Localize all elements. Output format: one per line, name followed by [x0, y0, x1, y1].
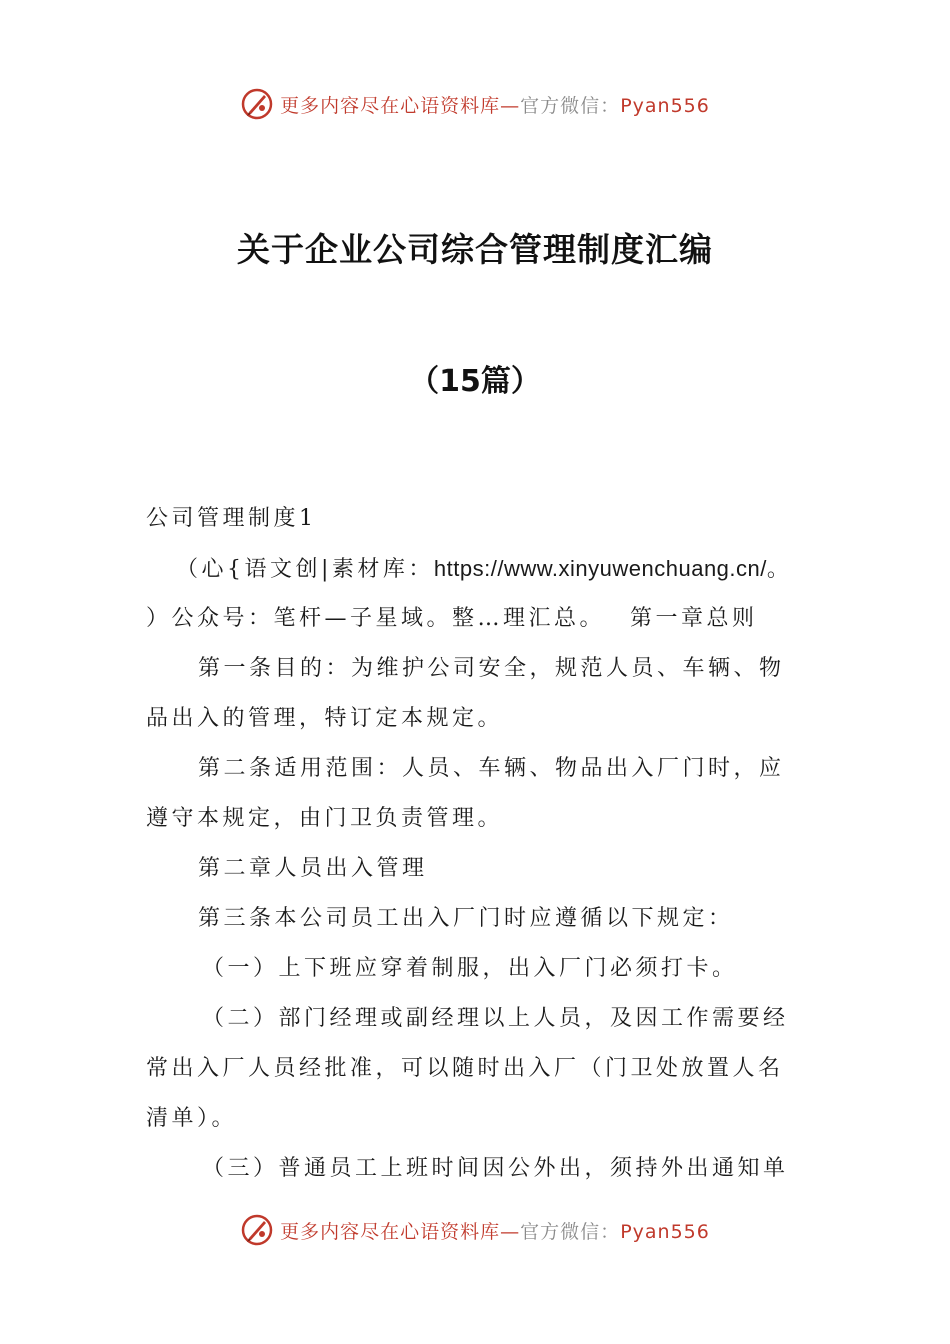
- body-line: 清单）。: [146, 1106, 238, 1131]
- watermark-brand: 更多内容尽在心语资料库: [280, 1220, 501, 1243]
- header-watermark: [0, 84, 950, 124]
- body-line: 第一条目的：为维护公司安全，规范人员、车辆、物: [198, 656, 785, 681]
- body-line: 常出入厂人员经批准，可以随时出入厂（门卫处放置人名: [146, 1056, 784, 1081]
- body-line: （二）部门经理或副经理以上人员，及因工作需要经: [202, 1006, 789, 1031]
- watermark-separator: —: [500, 1220, 521, 1243]
- chapter-heading: 第二章人员出入管理: [198, 856, 428, 881]
- source-note-end: 。: [766, 557, 793, 582]
- watermark-wechat-id: Pyan556: [620, 1220, 710, 1243]
- watermark-wechat-label: 官方微信：: [520, 1220, 621, 1243]
- document-title: 关于企业公司综合管理制度汇编: [237, 230, 713, 269]
- body-line: 第二条适用范围：人员、车辆、物品出入厂门时，应: [198, 756, 785, 781]
- watermark-text: [280, 91, 710, 118]
- source-note: （心{语文创|素材库：: [176, 557, 434, 582]
- section-heading: 公司管理制度1: [146, 506, 317, 531]
- quill-logo-icon: [240, 87, 274, 121]
- watermark-text: [280, 1217, 710, 1244]
- watermark-separator: —: [500, 94, 521, 117]
- body-line: （一）上下班应穿着制服，出入厂门必须打卡。: [202, 956, 738, 981]
- body-line: [146, 544, 806, 594]
- quill-logo-icon: [240, 1213, 274, 1247]
- document-body: [146, 494, 806, 1194]
- body-line: 品出入的管理，特订定本规定。: [146, 706, 504, 731]
- document-subtitle: （15篇）: [409, 364, 541, 399]
- watermark-wechat-label: 官方微信：: [520, 94, 621, 117]
- source-url-link[interactable]: https://www.xinyuwenchuang.cn/: [433, 556, 767, 581]
- body-line: 遵守本规定，由门卫负责管理。: [146, 806, 504, 831]
- watermark-wechat-id: Pyan556: [620, 94, 710, 117]
- watermark-brand: 更多内容尽在心语资料库: [280, 94, 501, 117]
- footer-watermark: [0, 1210, 950, 1250]
- body-line: ）公众号：笔杆—子星域。整…理汇总。 第一章总则: [146, 606, 758, 631]
- body-line: （三）普通员工上班时间因公外出，须持外出通知单: [202, 1156, 789, 1181]
- body-line: 第三条本公司员工出入厂门时应遵循以下规定：: [198, 906, 734, 931]
